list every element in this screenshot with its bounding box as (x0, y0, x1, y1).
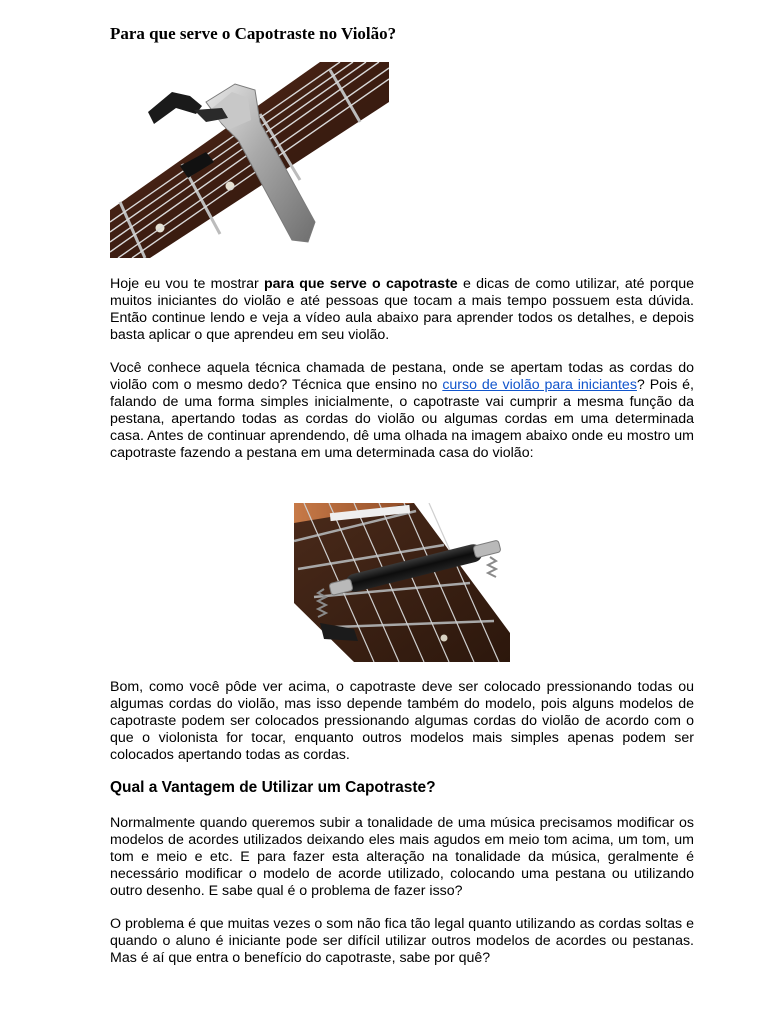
paragraph-intro-after: e dicas de como utilizar, até porque muitos iniciantes do violão e até pessoas que tocam a mais tempo possuem esta dúvida. Então continue lendo e veja a vídeo aula abaixo para aprender todos os detalhes, e depois basta aplicar o que aprendeu em seu violão. (110, 276, 694, 343)
paragraph-problem: O problema é que muitas vezes o som não fica tão legal quanto utilizando as cordas soltas e quando o aluno é iniciante pode ser difícil utilizar outros modelos de acordes ou pestanas. Mas é aí que entra o benefício do capotraste, sabe por quê? (110, 916, 694, 966)
paragraph-intro (110, 276, 694, 344)
paragraph-pestana (110, 360, 694, 462)
paragraph-pestana-before: Você conhece aquela técnica chamada de pestana, onde se apertam todas as cordas do violão com o mesmo dedo? Técnica que ensino no (110, 360, 694, 393)
paragraph-usage: Bom, como você pôde ver acima, o capotraste deve ser colocado pressionando todas ou algumas cordas do violão, mas isso depende também do modelo, pois alguns modelos de capotraste podem ser colocados pressionando algumas cordas do violão de acordo com o que o violonista for tocar, enquanto outros modelos mais simples apenas podem ser colocados apertando todas as cordas. (110, 679, 694, 763)
section-heading: Qual a Vantagem de Utilizar um Capotraste? (110, 779, 436, 796)
capo-photo-1 (110, 62, 389, 258)
page-title: Para que serve o Capotraste no Violão? (110, 24, 397, 43)
paragraph-intro-bold: para que serve o capotraste (264, 276, 458, 292)
capo-photo-2 (294, 503, 510, 662)
paragraph-intro-before: Hoje eu vou te mostrar (110, 276, 264, 292)
paragraph-pestana-after: ? Pois é, falando de uma forma simples inicialmente, o capotraste vai cumprir a mesma função da pestana, apertando todas as cordas do violão ou algumas cordas em uma determinada casa. Antes de continuar aprendendo, dê uma olhada na imagem abaixo onde eu mostro um capotraste fazendo a pestana em uma determinada casa do violão: (110, 377, 694, 461)
course-link[interactable]: curso de violão para iniciantes (442, 377, 637, 393)
paragraph-tonality: Normalmente quando queremos subir a tonalidade de uma música precisamos modificar os modelos de acordes utilizados deixando eles mais agudos em meio tom acima, um tom, um tom e meio e etc. E para fazer esta alteração na tonalidade da música, geralmente é necessário modificar o modelo de acorde utilizado, colocando uma pestana ou utilizando outro desenho. E sabe qual é o problema de fazer isso? (110, 815, 694, 899)
